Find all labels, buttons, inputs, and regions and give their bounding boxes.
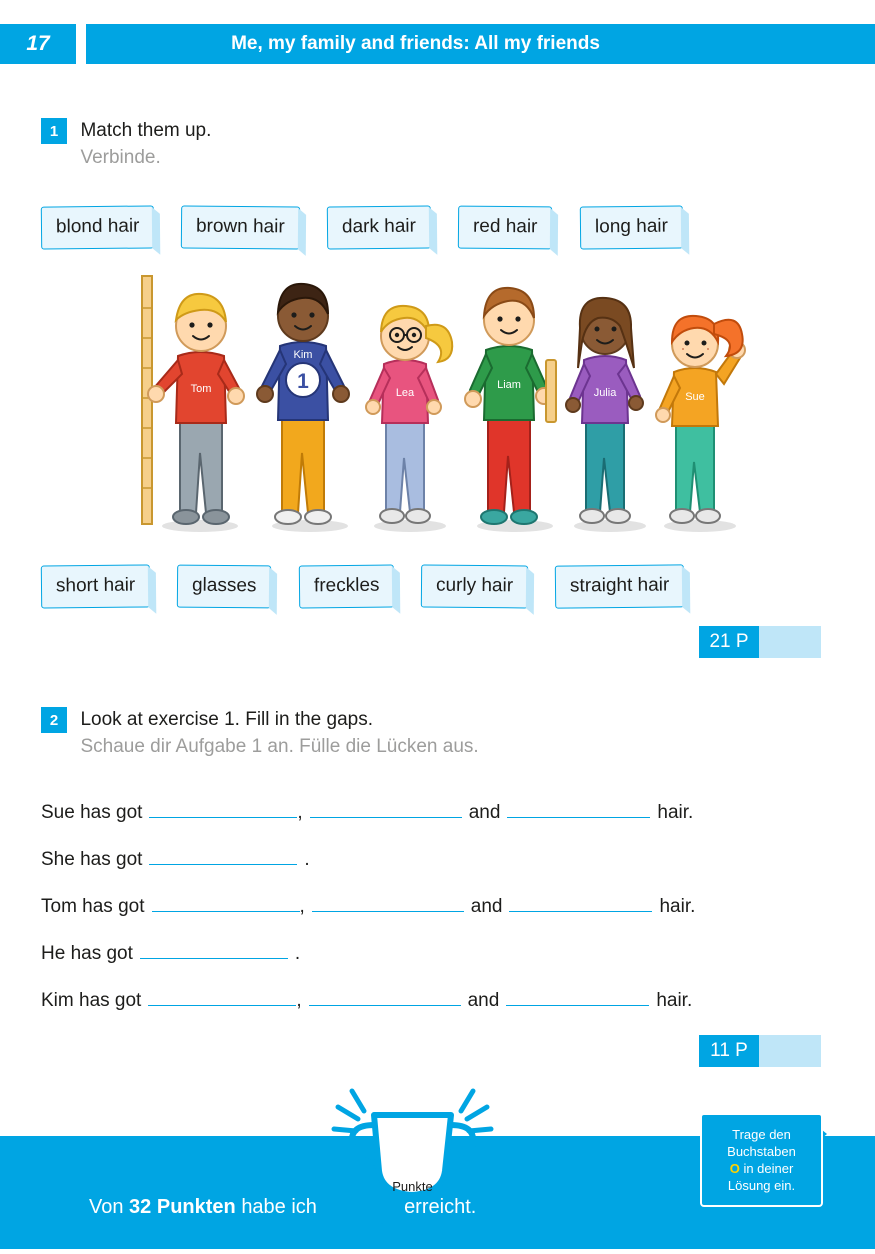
exercise-1-instruction-de: Verbinde. [80, 147, 161, 168]
gap-sentences [41, 795, 831, 1030]
footer-suffix: habe ich [241, 1196, 317, 1218]
word-card-glasses[interactable]: glasses [177, 565, 272, 609]
sentence-1-conj: and [468, 802, 501, 823]
child-liam [465, 288, 556, 524]
footer-achieved: erreicht. [404, 1196, 477, 1218]
word-card-brown-hair[interactable]: brown hair [181, 205, 300, 249]
child-sue [656, 316, 745, 523]
note-box [700, 1113, 823, 1207]
word-card-row-top [41, 206, 831, 249]
word-card-long-hair[interactable]: long hair [579, 205, 682, 249]
sentence-5-conj: and [467, 990, 500, 1011]
word-card-short-hair[interactable]: short hair [41, 564, 151, 608]
points-box-exercise-1 [699, 626, 821, 658]
sentence-3-gap-2[interactable] [312, 889, 464, 912]
points-value-exercise-2: 11 P [699, 1035, 759, 1067]
note-line-1: Trage den [732, 1127, 791, 1142]
sentence-5-gap-3[interactable] [506, 983, 649, 1006]
page-title: Me, my family and friends: All my friends [86, 24, 875, 64]
exercise-2-number: 2 [41, 707, 67, 733]
footer-score-sentence [89, 1196, 476, 1219]
footer-total-points: 32 Punkten [129, 1196, 236, 1218]
child-label-kim: Kim [293, 349, 313, 361]
points-input-exercise-1[interactable] [759, 626, 821, 658]
child-lea [366, 306, 452, 523]
sentence-1-start: Sue has got [41, 802, 143, 823]
points-box-exercise-2 [699, 1035, 821, 1067]
sentence-1-end: hair. [657, 802, 694, 823]
sentence-2-end: . [304, 849, 310, 870]
child-kim [257, 284, 349, 524]
note-line-2: Buchstaben [727, 1144, 796, 1159]
trophy-illustration [330, 1085, 495, 1249]
sentence-5-start: Kim has got [41, 990, 142, 1011]
exercise-2-text [80, 707, 478, 761]
exercise-1-instruction-en: Match them up. [80, 120, 212, 141]
sentence-3-end: hair. [659, 896, 696, 917]
note-line-4: Lösung ein. [727, 1178, 796, 1193]
sentence-5-gap-1[interactable] [148, 983, 296, 1006]
child-label-sue: Sue [685, 391, 705, 403]
exercise-1-number: 1 [41, 118, 67, 144]
sentence-2-start: She has got [41, 849, 143, 870]
sentence-2-gap-1[interactable] [149, 842, 297, 865]
exercise-2-instruction-de: Schaue dir Aufgabe 1 an. Fülle die Lücken aus. [80, 736, 479, 757]
sentence-row-3 [41, 889, 831, 936]
children-illustration [120, 268, 780, 538]
word-card-curly-hair[interactable]: curly hair [421, 565, 528, 609]
sentence-row-2 [41, 842, 831, 889]
child-tom [148, 294, 244, 524]
sentence-5-gap-2[interactable] [309, 983, 461, 1006]
child-label-julia: Julia [593, 387, 617, 399]
points-value-exercise-1: 21 P [699, 626, 759, 658]
word-card-dark-hair[interactable]: dark hair [327, 205, 431, 249]
note-line-3-text: in deiner [743, 1161, 794, 1176]
sentence-4-end: . [294, 943, 301, 964]
sentence-4-gap-1[interactable] [140, 936, 288, 959]
sentence-1-sep-1: , [297, 802, 303, 823]
shirt-number: 1 [297, 370, 309, 393]
sentence-3-conj: and [470, 896, 503, 917]
child-julia [566, 298, 643, 523]
exercise-1-heading [41, 118, 211, 172]
word-card-row-bottom [41, 565, 831, 608]
points-input-exercise-2[interactable] [759, 1035, 821, 1067]
word-card-freckles[interactable]: freckles [298, 565, 394, 609]
trophy-label: Punkte [392, 1179, 433, 1194]
exercise-1-text [80, 118, 211, 172]
note-line-3 [702, 1160, 821, 1177]
sentence-row-1 [41, 795, 831, 842]
sentence-4-start: He has got [41, 943, 133, 964]
child-label-liam: Liam [497, 379, 521, 391]
word-card-straight-hair[interactable]: straight hair [555, 564, 685, 608]
child-label-lea: Lea [395, 387, 415, 399]
sentence-5-end: hair. [656, 990, 693, 1011]
sentence-row-5 [41, 983, 831, 1030]
sentence-row-4 [41, 936, 831, 983]
word-card-red-hair[interactable]: red hair [458, 206, 553, 250]
word-card-blond-hair[interactable]: blond hair [41, 205, 155, 249]
note-letter: O [729, 1161, 740, 1176]
sentence-1-gap-1[interactable] [149, 795, 297, 818]
exercise-2-instruction-en: Look at exercise 1. Fill in the gaps. [80, 709, 373, 730]
sentence-3-gap-3[interactable] [509, 889, 652, 912]
sentence-3-gap-1[interactable] [152, 889, 300, 912]
sentence-3-sep-1: , [299, 896, 305, 917]
sentence-5-sep-1: , [296, 990, 302, 1011]
footer-prefix: Von [89, 1196, 124, 1218]
page-header [0, 24, 875, 64]
page-number: 17 [0, 24, 76, 64]
exercise-2-heading [41, 707, 479, 761]
child-label-tom: Tom [190, 383, 212, 395]
sentence-1-gap-3[interactable] [507, 795, 650, 818]
sentence-1-gap-2[interactable] [310, 795, 462, 818]
sentence-3-start: Tom has got [41, 896, 145, 917]
